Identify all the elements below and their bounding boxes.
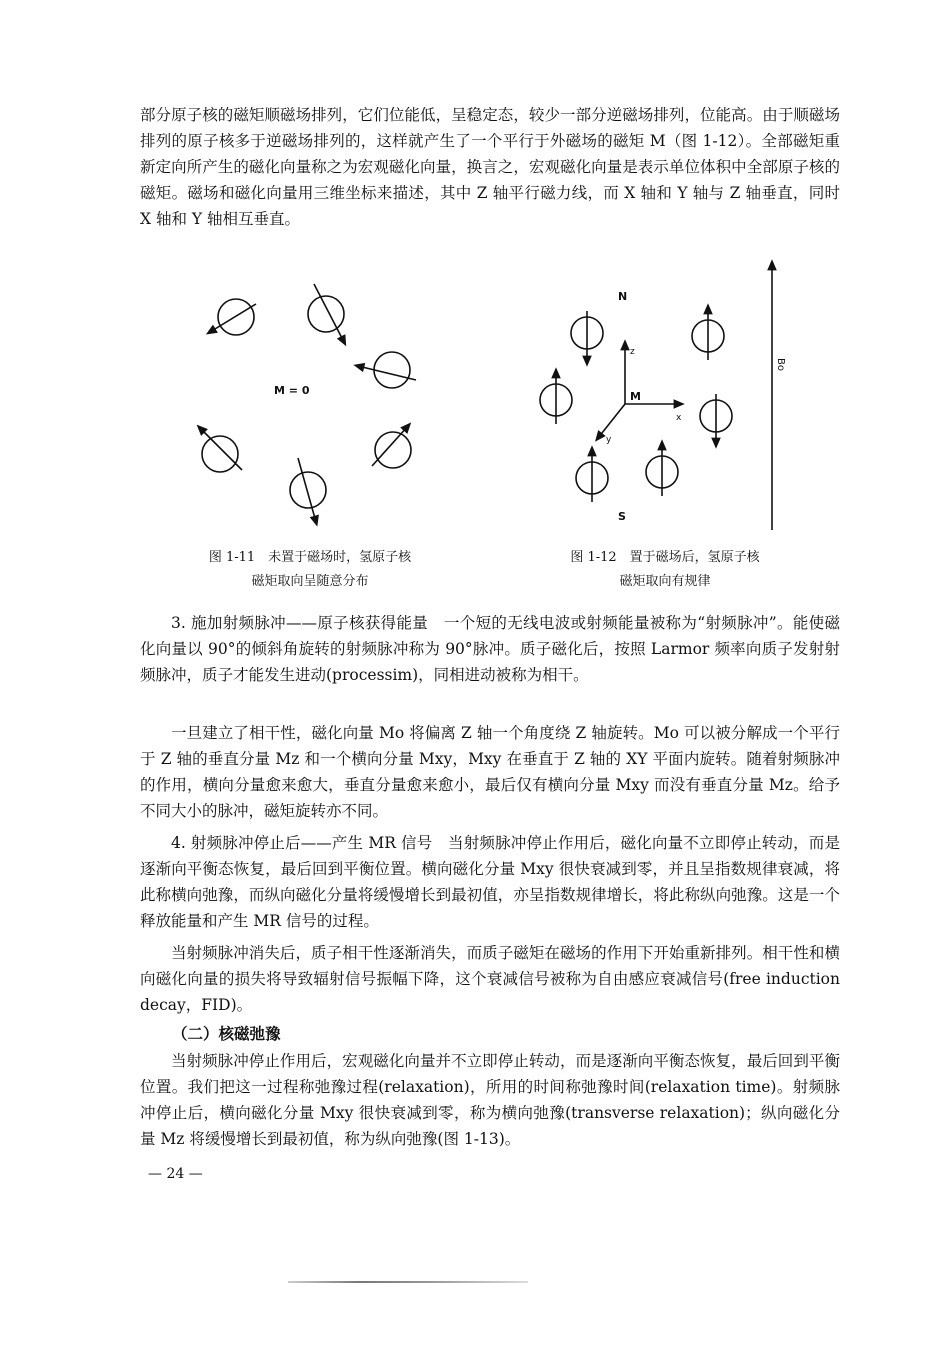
- aligned-spin-6: [646, 444, 678, 496]
- b0-label: Bo: [775, 358, 786, 371]
- figure-1-11-caption-line1: 图 1-11 未置于磁场时，氢原子核: [208, 550, 412, 565]
- figure-1-12-caption-line1: 图 1-12 置于磁场后，氢原子核: [570, 550, 760, 565]
- spin-circle-6: [290, 458, 326, 522]
- z-axis-label: z: [630, 347, 635, 357]
- paragraph-relaxation: 当射频脉冲停止作用后，宏观磁化向量并不立即停止转动，而是逐渐向平衡态恢复，最后回到平衡位置。我们把这一过程称弛豫过程(relaxation)，所用的时间称弛豫时间(relaxation time)。射频脉冲停止后，横向磁化分量 Mxy 很快衰减到零，称为横向弛豫(transverse relaxation)；纵向磁化分量 Mz 将缓慢增长到最初值，称为纵向弛豫(图 1-13)。: [140, 1052, 840, 1148]
- figure-1-11-label: M = 0: [274, 384, 310, 397]
- figure-1-11-random-spins: [170, 270, 430, 530]
- aligned-spin-3: [540, 372, 572, 424]
- aligned-spin-2: [692, 308, 724, 360]
- paragraph-rf-pulse: 3. 施加射频脉冲——原子核获得能量 一个短的无线电波或射频能量被称为“射频脉冲”。能使磁化向量以 90°的倾斜角旋转的射频脉冲称为 90°脉冲。质子磁化后，按照 Larmor 频率向质子发射射频脉冲，质子才能发生进动(processim)，同相进动被称为相干。: [140, 614, 840, 684]
- spin-circle-1: [210, 299, 256, 335]
- figure-1-12-caption-line2: 磁矩取向有规律: [619, 574, 711, 589]
- scan-artifact: [288, 1281, 528, 1283]
- paragraph-magnetization-intro: 部分原子核的磁矩顺磁场排列，它们位能低，呈稳定态，较少一部分逆磁场排列，位能高。由于顺磁场排列的原子核多于逆磁场排列的，这样就产生了一个平行于外磁场的磁矩 M（图 1-12）。全部磁矩重新定向所产生的磁化向量称之为宏观磁化向量，换言之，宏观磁化向量是表示单位体积中全部原子核的磁矩。磁场和磁化向量用三维坐标来描述，其中 Z 轴平行磁力线，而 X 轴和 Y 轴与 Z 轴垂直，同时 X 轴和 Y 轴相互垂直。: [140, 106, 840, 228]
- figure-1-12-aligned-spins: [520, 258, 800, 538]
- section-heading-relaxation: （二）核磁弛豫: [172, 1024, 281, 1043]
- paragraph-mr-signal: 4. 射频脉冲停止后——产生 MR 信号 当射频脉冲停止作用后，磁化向量不立即停止转动，而是逐渐向平衡态恢复，最后回到平衡位置。横向磁化分量 Mxy 很快衰减到零，并且呈指数规律衰减，将此称横向弛豫，而纵向磁化分量将缓慢增长到最初值，亦呈指数规律增长，将此称纵向弛豫。这是一个释放能量和产生 MR 信号的过程。: [140, 834, 840, 930]
- spin-circle-5: [372, 426, 411, 468]
- figure-1-11-caption: [170, 546, 450, 594]
- paragraph-coherence: 一旦建立了相干性，磁化向量 Mo 将偏离 Z 轴一个角度绕 Z 轴旋转。Mo 可以被分解成一个平行于 Z 轴的垂直分量 Mz 和一个横向分量 Mxy，Mxy 在垂直于 Z 轴的 XY 平面内旋转。随着射频脉冲的作用，横向分量愈来愈大，垂直分量愈来愈小，最后仅有横向分量 Mxy 而没有垂直分量 Mz。给予不同大小的脉冲，磁矩旋转亦不同。: [140, 724, 840, 820]
- figure-1-12-caption: [520, 546, 810, 594]
- north-pole-label: N: [618, 290, 628, 303]
- m-vector-label: M: [630, 390, 641, 403]
- aligned-spin-1: [571, 311, 603, 362]
- paragraph-fid: 当射频脉冲消失后，质子相干性逐渐消失，而质子磁矩在磁场的作用下开始重新排列。相干性和横向磁化向量的损失将导致辐射信号振幅下降，这个衰减信号被称为自由感应衰减信号(free induction decay，FID)。: [140, 944, 840, 1014]
- aligned-spin-5: [576, 450, 608, 502]
- spin-circle-4: [200, 428, 242, 472]
- y-axis-label: y: [606, 435, 612, 445]
- spin-circle-3: [358, 352, 416, 388]
- spin-circle-2: [308, 284, 344, 342]
- x-axis-label: x: [676, 413, 682, 423]
- figure-1-11-caption-line2: 磁矩取向呈随意分布: [251, 574, 369, 589]
- aligned-spin-4: [700, 394, 732, 444]
- south-pole-label: S: [618, 510, 626, 523]
- page-number: — 24 —: [148, 1166, 203, 1182]
